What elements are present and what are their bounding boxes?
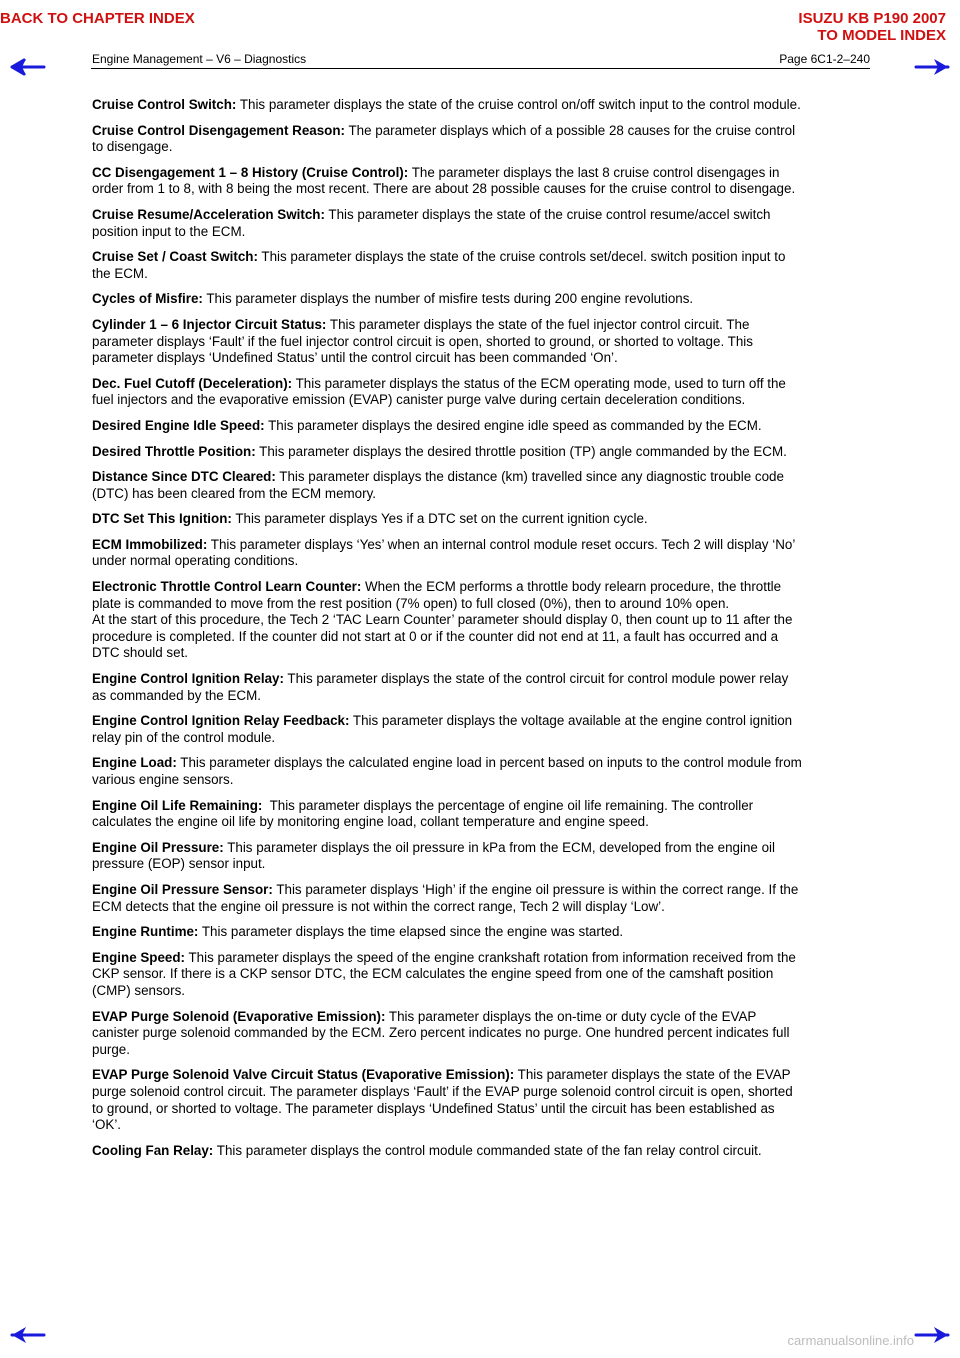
parameter-description-line: under normal operating conditions. xyxy=(92,553,299,569)
parameter-entry xyxy=(92,207,870,240)
parameter-description-line: as commanded by the ECM. xyxy=(92,687,261,703)
parameter-description-line: relay pin of the control module. xyxy=(92,729,276,745)
parameter-entry xyxy=(92,291,870,308)
parameter-description-line: At the start of this procedure, the Tech 2 ‘TAC Learn Counter’ parameter should display 0, then count up to 11 after the xyxy=(92,612,793,628)
back-to-chapter-index-link[interactable]: BACK TO CHAPTER INDEX xyxy=(0,10,195,27)
parameter-description-line: purge. xyxy=(92,1041,130,1057)
parameter-term: Cruise Control Switch: xyxy=(92,97,237,112)
parameter-description-line: fuel injectors and the evaporative emission (EVAP) canister purge valve during certain deceleration conditions. xyxy=(92,392,746,408)
parameter-description-line: DTC should set. xyxy=(92,645,189,661)
parameter-description-line: This parameter displays the distance (km) travelled since any diagnostic trouble code xyxy=(275,469,784,485)
parameter-term: CC Disengagement 1 – 8 History (Cruise Control): xyxy=(92,164,409,180)
parameter-term: Engine Speed: xyxy=(92,949,186,965)
to-model-index-label[interactable]: TO MODEL INDEX xyxy=(817,27,946,44)
parameter-description-line: This parameter displays the state of the fuel injector control circuit. The xyxy=(326,316,750,332)
parameter-entry xyxy=(92,97,870,114)
parameter-term: Desired Engine Idle Speed: xyxy=(92,417,265,433)
parameter-entry xyxy=(92,798,870,831)
parameter-term: Electronic Throttle Control Learn Counter: xyxy=(92,579,362,595)
parameter-entry xyxy=(92,1009,870,1059)
header-divider xyxy=(91,68,870,69)
parameter-description-line: This parameter displays the desired engine idle speed as commanded by the ECM. xyxy=(264,417,762,433)
parameter-description-line: purge solenoid control circuit. The parameter displays ‘Fault’ if the EVAP purge solenoid control circuit is open, shorted xyxy=(92,1083,793,1099)
parameter-description-line: procedure is completed. If the counter did not start at 0 or if the counter did not end at 11, a fault has occurred and a xyxy=(92,628,779,644)
parameter-description-line: This parameter displays the percentage of engine oil life remaining. The controller xyxy=(262,797,754,813)
parameter-description-line: This parameter displays the state of the cruise control resume/accel switch xyxy=(324,206,771,222)
next-page-arrow-icon[interactable] xyxy=(914,1326,950,1344)
parameter-term: Distance Since DTC Cleared: xyxy=(92,469,276,485)
parameter-entry xyxy=(92,249,870,282)
parameter-entry xyxy=(92,376,870,409)
next-page-arrow-icon[interactable] xyxy=(914,58,950,76)
parameter-description-line: ECM detects that the engine oil pressure is not within the correct range, Tech 2 will display ‘Low’. xyxy=(92,898,665,914)
parameter-term: EVAP Purge Solenoid (Evaporative Emission): xyxy=(92,1008,386,1024)
parameter-description-line: ‘OK’. xyxy=(92,1117,122,1133)
parameter-description-line: plate is commanded to move from the rest position (7% open) to full closed (0%), then to around 10% open. xyxy=(92,595,730,611)
footer-watermark: carmanualsonline.info xyxy=(787,1333,914,1348)
parameter-description-line: This parameter displays the time elapsed since the engine was started. xyxy=(198,924,624,940)
parameter-description-line: various engine sensors. xyxy=(92,772,234,787)
parameter-description-line: This parameter displays the calculated engine load in percent based on inputs to the control module from xyxy=(176,755,802,771)
parameter-entry xyxy=(92,317,870,367)
parameter-description-line: This parameter displays the desired throttle position (TP) angle commanded by the ECM. xyxy=(255,443,787,459)
parameter-entry xyxy=(92,537,870,570)
parameter-description-line: This parameter displays the state of the cruise control on/off switch input to the control module. xyxy=(236,97,801,112)
parameter-description-line: This parameter displays the control module commanded state of the fan relay control circuit. xyxy=(213,1142,762,1158)
parameter-entry xyxy=(92,418,870,435)
parameter-description-line: This parameter displays the on-time or duty cycle of the EVAP xyxy=(385,1008,757,1024)
parameter-term: Engine Control Ignition Relay Feedback: xyxy=(92,713,350,729)
parameter-term: Engine Load: xyxy=(92,755,177,771)
parameter-description-line: The parameter displays which of a possible 28 causes for the cruise control xyxy=(344,122,796,138)
parameter-description-line: parameter displays ‘Undefined Status’ until the control circuit has been commanded ‘On’. xyxy=(92,350,618,366)
parameter-entry xyxy=(92,713,870,746)
parameter-description-line: to ground, or shorted to voltage. The parameter displays ‘Undefined Status’ until the circuit has been established as xyxy=(92,1100,775,1116)
parameter-description-line: This parameter displays the state of the EVAP xyxy=(514,1067,791,1083)
parameter-entry xyxy=(92,950,870,1000)
parameter-description-line: to disengage. xyxy=(92,139,173,155)
parameter-description-line: CKP sensor. If there is a CKP sensor DTC, the ECM calculates the engine speed from one of the camshaft position xyxy=(92,966,774,982)
parameter-term: ECM Immobilized: xyxy=(92,536,208,552)
parameter-entry xyxy=(92,579,870,662)
parameter-description-line: When the ECM performs a throttle body relearn procedure, the throttle xyxy=(361,579,782,595)
parameter-description-line: This parameter displays ‘Yes’ when an internal control module reset occurs. Tech 2 will display ‘No’ xyxy=(207,536,796,552)
parameter-entry xyxy=(92,1143,870,1160)
parameter-term: Engine Runtime: xyxy=(92,924,199,940)
parameter-entry xyxy=(92,165,870,198)
parameter-term: Engine Oil Pressure Sensor: xyxy=(92,881,273,897)
parameter-description-line: This parameter displays Yes if a DTC set on the current ignition cycle. xyxy=(231,511,648,527)
parameter-description-line: This parameter displays the oil pressure in kPa from the ECM, developed from the engine oil xyxy=(223,839,775,855)
parameter-term: Engine Oil Pressure: xyxy=(92,839,224,855)
model-index-link[interactable] xyxy=(798,10,946,44)
parameter-term: Cruise Resume/Acceleration Switch: xyxy=(92,206,325,222)
prev-page-arrow-icon[interactable] xyxy=(10,58,46,76)
parameter-entry xyxy=(92,1067,870,1133)
parameter-term: Cruise Set / Coast Switch: xyxy=(92,249,258,265)
parameter-entry xyxy=(92,924,870,941)
parameter-description-line: calculates the engine oil life by monitoring engine load, collant temperature and engine speed. xyxy=(92,814,649,830)
parameter-entry xyxy=(92,882,870,915)
parameter-term: Engine Oil Life Remaining: xyxy=(92,797,263,813)
parameter-description-line: This parameter displays the number of misfire tests during 200 engine revolutions. xyxy=(202,291,694,307)
parameter-description-line: This parameter displays the speed of the engine crankshaft rotation from information received from the xyxy=(185,949,796,965)
parameter-term: Cruise Control Disengagement Reason: xyxy=(92,122,345,138)
parameter-entry xyxy=(92,755,870,788)
parameter-entry xyxy=(92,469,870,502)
parameter-description-line: position input to the ECM. xyxy=(92,223,246,239)
parameter-description-line: canister purge solenoid commanded by the ECM. Zero percent indicates no purge. One hundred percent indicates full xyxy=(92,1025,790,1041)
parameter-description-line: This parameter displays the state of the cruise controls set/decel. switch position input to xyxy=(257,249,786,265)
parameter-term: Cycles of Misfire: xyxy=(92,291,203,307)
parameter-description-line: This parameter displays the status of the ECM operating mode, used to turn off the xyxy=(292,375,786,391)
parameter-description-line: This parameter displays ‘High’ if the engine oil pressure is within the correct range. If the xyxy=(272,881,799,897)
header-page-number: Page 6C1-2–240 xyxy=(779,52,870,66)
parameter-term: EVAP Purge Solenoid Valve Circuit Status (Evaporative Emission): xyxy=(92,1067,515,1083)
prev-page-arrow-icon[interactable] xyxy=(10,1326,46,1344)
parameter-description-line: (CMP) sensors. xyxy=(92,982,186,998)
parameter-term: Dec. Fuel Cutoff (Deceleration): xyxy=(92,375,293,391)
parameter-term: Desired Throttle Position: xyxy=(92,443,256,459)
model-title: ISUZU KB P190 2007 xyxy=(798,10,946,27)
parameter-term: Engine Control Ignition Relay: xyxy=(92,671,284,687)
parameter-definitions xyxy=(92,97,870,1168)
parameter-entry xyxy=(92,511,870,528)
parameter-description-line: This parameter displays the voltage available at the engine control ignition xyxy=(349,713,793,729)
parameter-term: Cooling Fan Relay: xyxy=(92,1142,214,1158)
parameter-description-line: the ECM. xyxy=(92,265,148,281)
parameter-description-line: This parameter displays the state of the control circuit for control module power relay xyxy=(283,671,789,687)
parameter-description-line: (DTC) has been cleared from the ECM memory. xyxy=(92,485,377,501)
parameter-entry xyxy=(92,444,870,461)
parameter-term: Cylinder 1 – 6 Injector Circuit Status: xyxy=(92,316,327,332)
parameter-entry xyxy=(92,671,870,704)
parameter-description-line: parameter displays ‘Fault’ if the fuel injector control circuit is open, shorted to ground, or shorted to voltage. This xyxy=(92,333,753,349)
parameter-description-line: The parameter displays the last 8 cruise control disengages in xyxy=(408,164,780,180)
parameter-entry xyxy=(92,840,870,873)
parameter-term: DTC Set This Ignition: xyxy=(92,511,232,527)
header-section-title: Engine Management – V6 – Diagnostics xyxy=(92,52,307,66)
parameter-entry xyxy=(92,123,870,156)
parameter-description-line: pressure (EOP) sensor input. xyxy=(92,856,266,872)
parameter-description-line: order from 1 to 8, with 8 being the most recent. There are about 28 possible causes for the cruise control to disengage. xyxy=(92,181,796,197)
